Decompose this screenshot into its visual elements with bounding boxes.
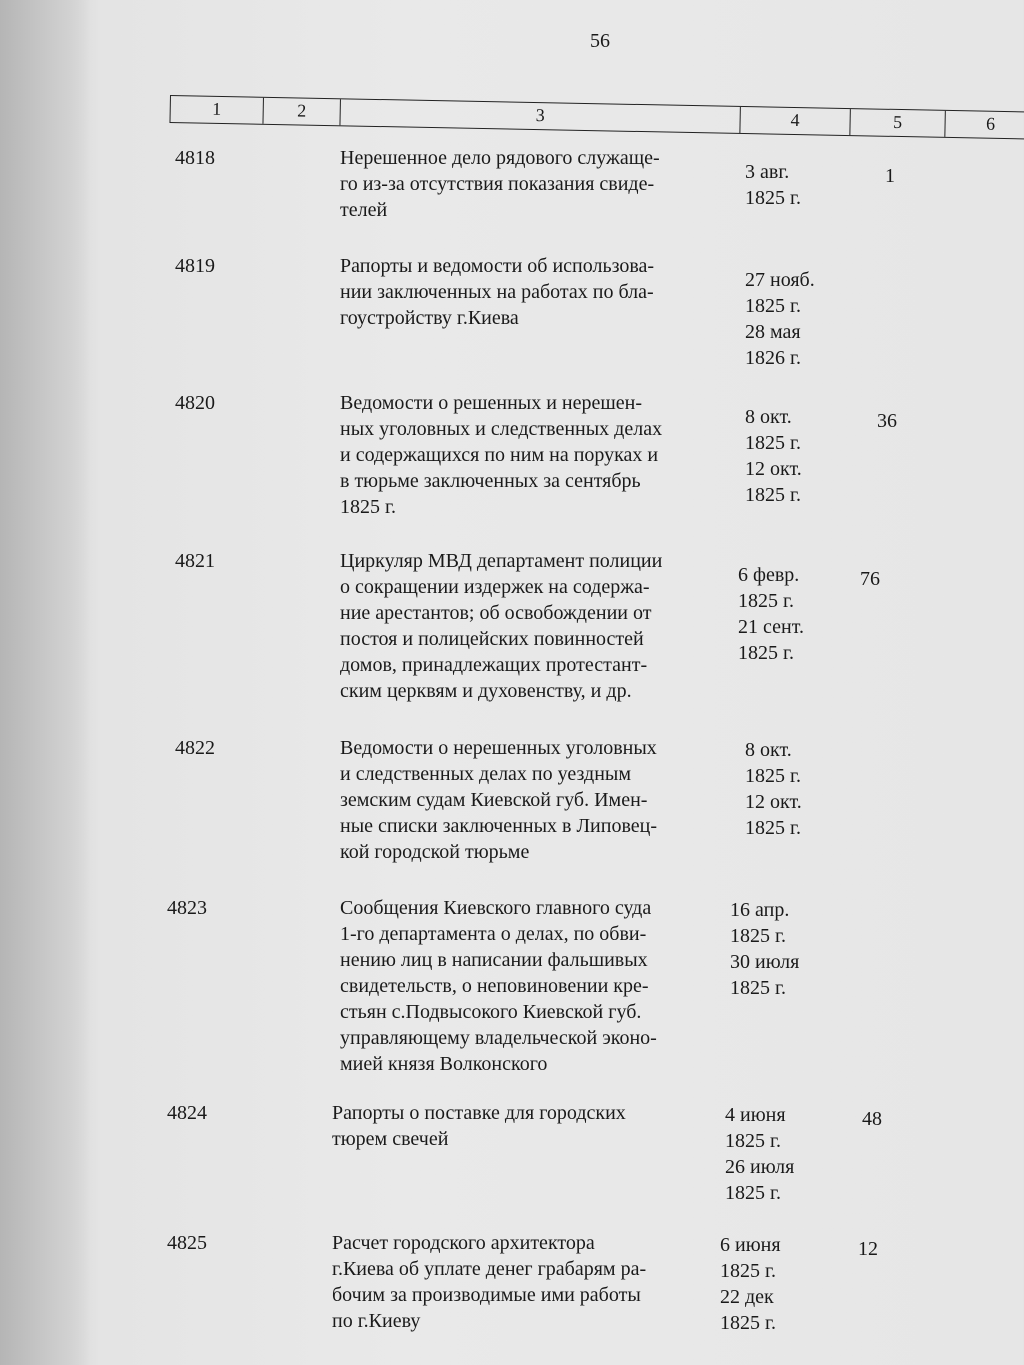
record-dates [745, 159, 801, 211]
date-line: 3 авг. [745, 161, 790, 183]
description-line: Ведомости о нерешенных уголовных [340, 737, 657, 759]
column-header-3: 3 [339, 99, 739, 133]
sheet-count: 48 [862, 1108, 882, 1130]
record-dates [725, 1102, 794, 1206]
description-line: тюрем свечей [332, 1128, 449, 1150]
date-line: 12 окт. [745, 791, 802, 813]
date-line: 1825 г. [745, 295, 801, 317]
description-line: Циркуляр МВД департамент полиции [340, 550, 663, 572]
date-line: 1825 г. [720, 1260, 776, 1282]
date-line: 1825 г. [730, 925, 786, 947]
date-line: 1825 г. [745, 484, 801, 506]
description-line: ные списки заключенных в Липовец- [340, 815, 658, 837]
date-line: 1825 г. [738, 590, 794, 612]
record-dates [738, 562, 804, 666]
column-header-1: 1 [169, 96, 262, 124]
record-dates [745, 404, 802, 508]
record-number: 4821 [175, 550, 215, 572]
record-number: 4825 [167, 1232, 207, 1254]
description-line: г.Киева об уплате денег грабарям ра- [332, 1258, 647, 1280]
description-line: Рапорты и ведомости об использова- [340, 255, 655, 277]
record-description [332, 1230, 722, 1334]
description-line: по г.Киеву [332, 1310, 421, 1332]
date-line: 30 июля [730, 951, 800, 973]
record-number: 4822 [175, 737, 215, 759]
record-description [332, 1100, 722, 1152]
description-line: телей [340, 199, 388, 221]
page-fold-shadow [0, 0, 90, 1365]
description-line: ние арестантов; об освобождении от [340, 602, 652, 624]
record-description [340, 548, 730, 704]
date-line: 1825 г. [725, 1130, 781, 1152]
date-line: 12 окт. [745, 458, 802, 480]
description-line: 1-го департамента о делах, по обви- [340, 923, 647, 945]
description-line: и содержащихся по ним на поруках и [340, 444, 659, 466]
record-description [340, 145, 730, 223]
date-line: 4 июня [725, 1104, 786, 1126]
description-line: гоустройству г.Киева [340, 307, 519, 329]
record-number: 4824 [167, 1102, 207, 1124]
column-header-2: 2 [262, 98, 339, 125]
description-line: Рапорты о поставке для городских [332, 1102, 626, 1124]
date-line: 6 июня [720, 1234, 781, 1256]
date-line: 28 мая [745, 321, 801, 343]
description-line: бочим за производимые ими работы [332, 1284, 641, 1306]
description-line: ским церквям и духовенству, и др. [340, 680, 632, 702]
description-line: свидетельств, о неповиновении кре- [340, 975, 649, 997]
sheet-count: 1 [885, 165, 895, 187]
page-number: 56 [590, 30, 610, 52]
record-number: 4818 [175, 147, 215, 169]
description-line: и следственных делах по уездным [340, 763, 631, 785]
record-dates [730, 897, 799, 1001]
record-number: 4823 [167, 897, 207, 919]
date-line: 1825 г. [745, 432, 801, 454]
date-line: 1825 г. [720, 1312, 776, 1334]
description-line: земским судам Киевской губ. Имен- [340, 789, 648, 811]
sheet-count: 12 [858, 1238, 878, 1260]
record-number: 4819 [175, 255, 215, 277]
description-line: Ведомости о решенных и нерешен- [340, 392, 643, 414]
date-line: 1825 г. [738, 642, 794, 664]
date-line: 22 дек [720, 1286, 774, 1308]
description-line: нии заключенных на работах по бла- [340, 281, 654, 303]
description-line: мией князя Волконского [340, 1053, 548, 1075]
column-header-5: 5 [849, 109, 944, 137]
record-description [340, 895, 730, 1077]
record-dates [745, 737, 802, 841]
description-line: Нерешенное дело рядового служаще- [340, 147, 660, 169]
date-line: 8 окт. [745, 739, 792, 761]
description-line: управляющему владельческой эконо- [340, 1027, 657, 1049]
record-description [340, 735, 730, 865]
date-line: 16 апр. [730, 899, 790, 921]
date-line: 1825 г. [745, 817, 801, 839]
date-line: 1825 г. [725, 1182, 781, 1204]
date-line: 21 сент. [738, 616, 804, 638]
date-line: 6 февр. [738, 564, 800, 586]
description-line: стьян с.Подвысокого Киевской губ. [340, 1001, 642, 1023]
date-line: 1825 г. [745, 187, 801, 209]
record-description [340, 253, 730, 331]
column-header-4: 4 [739, 107, 849, 135]
description-line: Сообщения Киевского главного суда [340, 897, 652, 919]
record-dates [720, 1232, 781, 1336]
date-line: 26 июля [725, 1156, 795, 1178]
description-line: нению лиц в написании фальшивых [340, 949, 648, 971]
record-description [340, 390, 730, 520]
date-line: 1825 г. [730, 977, 786, 999]
record-dates [745, 267, 815, 371]
description-line: го из-за отсутствия показания свиде- [340, 173, 655, 195]
date-line: 27 нояб. [745, 269, 815, 291]
sheet-count: 36 [877, 410, 897, 432]
sheet-count: 76 [860, 568, 880, 590]
date-line: 1826 г. [745, 347, 801, 369]
description-line: Расчет городского архитектора [332, 1232, 595, 1254]
description-line: в тюрьме заключенных за сентябрь [340, 470, 641, 492]
column-header-6: 6 [944, 111, 1024, 139]
description-line: кой городской тюрьме [340, 841, 530, 863]
date-line: 1825 г. [745, 765, 801, 787]
date-line: 8 окт. [745, 406, 792, 428]
description-line: домов, принадлежащих протестант- [340, 654, 648, 676]
description-line: 1825 г. [340, 496, 396, 518]
record-number: 4820 [175, 392, 215, 414]
description-line: постоя и полицейских повинностей [340, 628, 644, 650]
description-line: ных уголовных и следственных делах [340, 418, 663, 440]
description-line: о сокращении издержек на содержа- [340, 576, 650, 598]
table-header [169, 95, 1024, 140]
